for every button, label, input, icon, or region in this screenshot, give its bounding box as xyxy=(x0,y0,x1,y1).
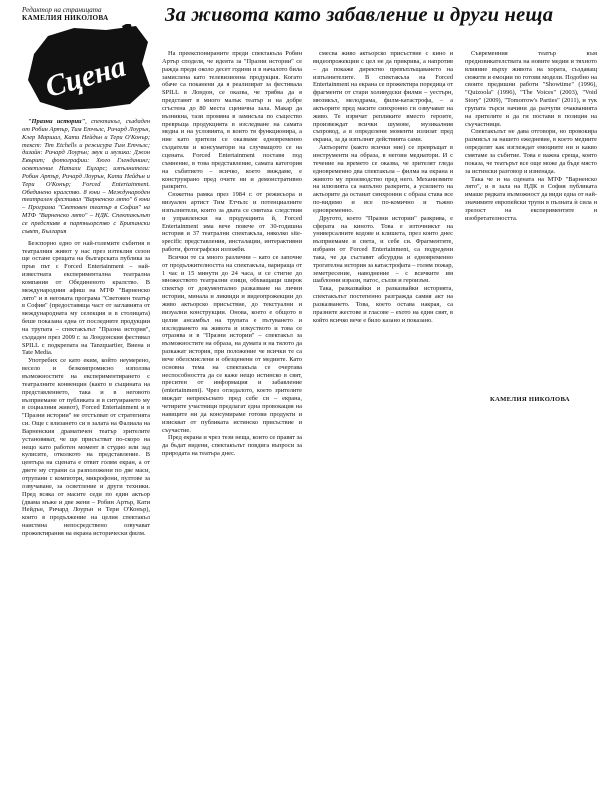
author-signature: КАМЕЛИЯ НИКОЛОВА xyxy=(490,396,570,403)
column-3 xyxy=(313,50,453,720)
paragraph: Актьорите (както всички ние) се превръщат в инструменти на образа, в негови медиатори. И с течение на времето се оказва, че зрителят гледа едновременно два спектакъла – филма на екрана и живото му производство пред него. Механизмите на илюзията са напълно разкрити, а усилието на актьорите да останат синхронни с образа става все по-видимо и все по-комично и тъжно едновременно. xyxy=(313,144,453,214)
section-logo xyxy=(26,24,151,112)
paragraph: Спектакълът не дава отговори, но провокира размисъл за нашето ежедневие, в което медиите определят как изглеждат емоциите ни и какво смятаме за събитие. Това е важна среща, която показа, че театърът все още може да бъде място за истински разговор и изненада. xyxy=(465,128,597,175)
editor-name: КАМЕЛИЯ НИКОЛОВА xyxy=(22,14,109,23)
paragraph: Съвременния театър към предизвикателствата на новите медии и тяхното влияние върху живота на хората, създаващ сюжети и емоции по готови модели. Подобно на своите предишни работи "Showtime" (1996), "Quizoola" (1996), "The Voices" (2003), "Void Story" (2009), "Tomorrow's Parties" (2011), и тук групата търси начини да разчупи очакванията на зрителите и да ги постави в позиция на съучастници. xyxy=(465,50,597,128)
editor-label: Редактор на страницата xyxy=(22,6,102,14)
credits-text: , спектакъл, създаден от Робин Артър, Тим Етчълс, Ричард Лоурън, Клер Маршал, Кати Нейдън и Тери О'Конър; текст: Tim Etchells и режисура Тим Етчълс; дизайн: Ричард Лоурън; звук и музика: Джон Евърит; фотографии: Хюго Гленданинг; осветление Натали Ецгарс; изпълнители: Робин Артър, Ричард Лоурън, Кати Нейдън и Тери О'Конър; Forced Entertainment. Обединено кралство. 8 юни – Международен театрален фестивал "Варненско лято" 6 юни – Програма "Световен театър в София" на МТФ "Варненско лято" – НДК. Спектакълът се представя в партньорство с Британски съвет, България xyxy=(22,118,150,235)
paragraph: смесва живо актьорско присъствие с кино и видеопрожекции с цел не да прикрива, а напротив – да покаже директно превъплъщаването на изпълнителите. В спектакъла на Forced Entertainment на екрана се прожектира поредица от фрагменти от стари холивудски филми – уестърн, мюзикъл, мелодрама, филм-катастрофа, – а актьорите пред масите синхронно ги озвучават на живо. Те изричат репликите вместо героите, произвеждат всички шумове, музикалния съпровод, а в определени моменти излизат пред екрана, за да изпълнят действията сами. xyxy=(313,50,453,144)
editor-credit xyxy=(22,6,142,23)
production-credits xyxy=(22,118,150,236)
paragraph: На преекспонираните преди спектакъла Робин Артър споделя, че идеята за "Празни истории" се ражда преди около десет години и в началото била замислена като телевизионна продукция. Когато обаче са поканени да я реализират за фестивала SPILL в Лондон, се оказва, че трябва да я представят в много малък театър и на добре сгъстена до 80 места сценична зала. Макар да възникна, тази промяна в замисъла по същество превръща продукцията в изследване на самата медиа и на условията, в които тя функционира, а ние като зрители се оказваме едновременно създатели и консуматори на случващото се на сцената. Forced Entertainment поставя под съмнение, в това представление, самата категория на събитието – всичко, което виждаме, е конструирано пред очите ни и демонстративно разкрито. xyxy=(162,50,302,191)
paragraph: Сюжетна рамка прeз 1984 г. от режисьора и визуален артист Тим Етчълс и потенциалните изпълнители, които за двата се смятаха следствия и управленски на продукцията й, Forced Entertainment има вече повече от 30-годишна история и 37 театрални спектакъла, няколко site-specific представления, инсталации, интерактивни работи, фотографски изложби. xyxy=(162,191,302,254)
paragraph: Така че и на сцената на МТФ "Варненско лято", и в зала на НДК в София публиката имаше рядката възможност да види една от най-значимите европейски трупи в пълната ѝ сила и зрелост на експериментите и изобретателността. xyxy=(465,175,597,222)
column-2 xyxy=(162,50,302,720)
column-4 xyxy=(465,50,597,720)
paragraph: Безспорно едно от най-големите събития в театралния живот у нас през изтеклия сезон ще остане срещата на българската публика за пръв път с Forced Entertainment – най-известната експериментална театрална компания от Обединеното кралство. В международния афиш на МТФ "Варненско лято" и в неговата програма "Световен театър в София" (предоставяща част от заглавията от международната му селекция и в столицата) беше показана една от последните продукции на трупата – спектакълът "Празна история", създаден през 2009 г. за Лондонския фестивал SPILL с подкрепата на Tanzquartier, Виена и Tate Media. xyxy=(22,239,150,357)
paragraph: Употребих се като еким, който неумерено, весело и безкомпромисно използва възможностите на експериментирането с театралните конвенции (както в същината на представлението, така и в неговото възприемане от публиката и в ситуирането му в социалния живот), Forced Entertainment и в "Празни истории" не отстъпват от стратегията си. Още с влизането си в залата на Фалиала на Варненския драматичен театър зрителите установяват, че ще присъстват по-скоро на нещо като работен момент в студио или зад кулисите, отколкото на представление. В центъра на сцената е отвит голям екран, а от двете му страни са разположени по две маси, отрупани с компютри, микрофони, пултове за озвучаване, за осветление и други техники. Пред всяка от масите седи по един актьор (двама мъже и две жени – Робин Артър, Кати Нейдън, Ричард Лоурън и Тери О'Конър), които в продължение на целия спектакъл наистина непосредствено озвучават прожектирания на екрана исторически филм. xyxy=(22,357,150,537)
paragraph: Така, разказвайки и разказвайки историята, спектакълът постепенно разгражда самия акт на разказването. Това, което остава накрая, са празните жестове и гласове – ехото на един свят, в който всичко вече е било казано и показано. xyxy=(313,285,453,324)
logo-text: Сцена xyxy=(41,49,130,104)
column-1 xyxy=(22,118,150,770)
paragraph: Другото, което "Празни истории" разкрива, е сферата на киното. Това е източникът на универсалните кодове и клишета, през които днес възприемаме и света, и себе си. Фрагментите, избрани от Forced Entertainment, са подредени така, че да съставят абсурдна и едновременно трогателна история за катастрофата – голям пожар, земетресение, наводнение – с всичките им шаблонни изрази, патос, сълзи и героизъм. xyxy=(313,214,453,285)
article-headline: За живота като забавление и други неща xyxy=(165,4,554,26)
play-title: "Празни истории" xyxy=(28,118,86,125)
paragraph: Пред екрана и чрез тези неща, които се правят за да бъдат видени, спектакълът повдига въпроси за природата на театъра днес. xyxy=(162,434,302,458)
paragraph: Всички те са много различни – като се започне от продължителността на спектакъла, варираща от 1 час и 15 минути до 24 часа, и се стигне до множеството театрални езици, обхващащи широк спектър от документално разказване на лични истории, минала и ликвиди и видеопрожекции до живо актьорско присъствие, до текстуални и визуални конструкции. Онова, което е общото в целия ансамбъл на трупата е пътуването и изследването на живота и изкуството и това се отразява и в "Празни истории" – спектакъл за възможностите на образа, на думата и на тялото да разкажат история, при положение че всички те са вече обезсмислени и обезценени от медиите. Като основна тема на спектакъла се очертава неспособността да се каже нещо истинско в свят, преситен от информация и забавление (entertainment). Чрез огледалото, което зрителите виждат непрекъснато пред себе си – екрана, четирите участници предлагат една провокация на навиците ни да консумираме готови продукти и изискват от публиката истинско присъствие и съучастие. xyxy=(162,253,302,434)
